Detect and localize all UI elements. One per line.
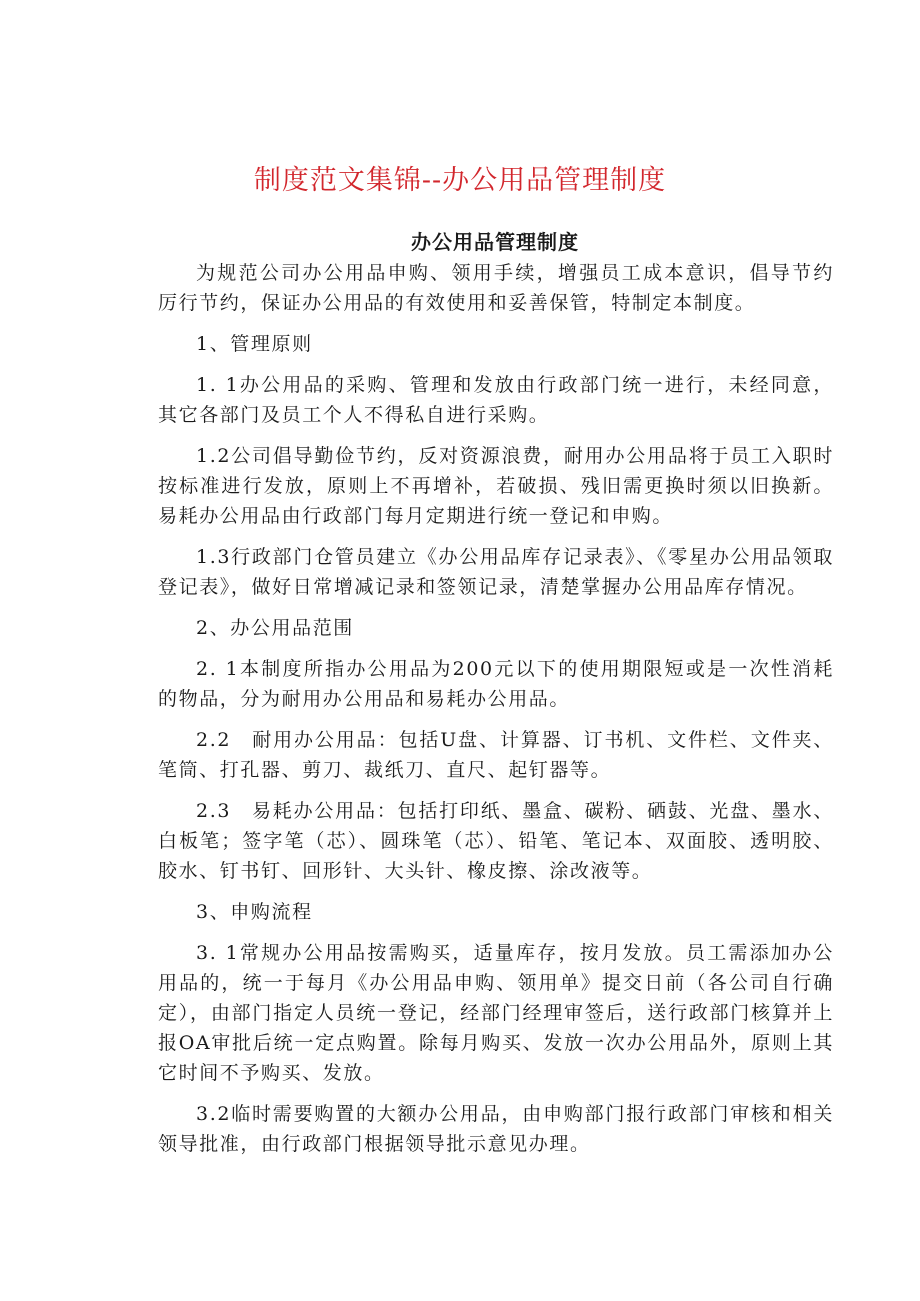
document-subtitle: 办公用品管理制度 [411,230,579,254]
paragraph-intro: 为规范公司办公用品申购、领用手续，增强员工成本意识，倡导节约厉行节约，保证办公用品的有效使用和妥善保管，特制定本制度。 [158,262,834,314]
section-heading-3: 3、申购流程 [196,901,313,923]
section-heading-1: 1、管理原则 [196,333,313,355]
paragraph-1-1: 1. 1办公用品的采购、管理和发放由行政部门统一进行，未经同意，其它各部门及员工个人不得私自进行采购。 [158,374,834,426]
document-body [158,258,834,1170]
paragraph-3-2: 3.2临时需要购置的大额办公用品，由申购部门报行政部门审核和相关领导批准，由行政部门根据领导批示意见办理。 [158,1103,834,1155]
paragraph-1-2: 1.2公司倡导勤俭节约，反对资源浪费，耐用办公用品将于员工入职时按标准进行发放，原则上不再增补，若破损、残旧需更换时须以旧换新。易耗办公用品由行政部门每月定期进行统一登记和申购。 [158,445,834,527]
document-title: 制度范文集锦--办公用品管理制度 [253,165,667,196]
paragraph-1-3: 1.3行政部门仓管员建立《办公用品库存记录表》、《零星办公用品领取登记表》，做好日常增减记录和签领记录，清楚掌握办公用品库存情况。 [158,546,834,598]
paragraph-2-3: 2.3 易耗办公用品：包括打印纸、墨盒、碳粉、硒鼓、光盘、墨水、白板笔；签字笔（芯）、圆珠笔（芯）、铅笔、笔记本、双面胶、透明胶、胶水、钉书钉、回形针、大头针、橡皮擦、涂改液等。 [158,800,834,882]
paragraph-3-1: 3. 1常规办公用品按需购买，适量库存，按月发放。员工需添加办公用品的，统一于每月《办公用品申购、领用单》提交日前（各公司自行确定），由部门指定人员统一登记，经部门经理审签后，送行政部门核算并上报OA审批后统一定点购置。除每月购买、发放一次办公用品外，原则上其它时间不予购买、发放。 [158,942,834,1084]
paragraph-2-1: 2. 1本制度所指办公用品为200元以下的使用期限短或是一次性消耗的物品，分为耐用办公用品和易耗办公用品。 [158,658,834,710]
section-heading-2: 2、办公用品范围 [196,617,354,639]
paragraph-2-2: 2.2 耐用办公用品：包括U盘、计算器、订书机、文件栏、文件夹、笔筒、打孔器、剪刀、裁纸刀、直尺、起钉器等。 [158,729,834,781]
